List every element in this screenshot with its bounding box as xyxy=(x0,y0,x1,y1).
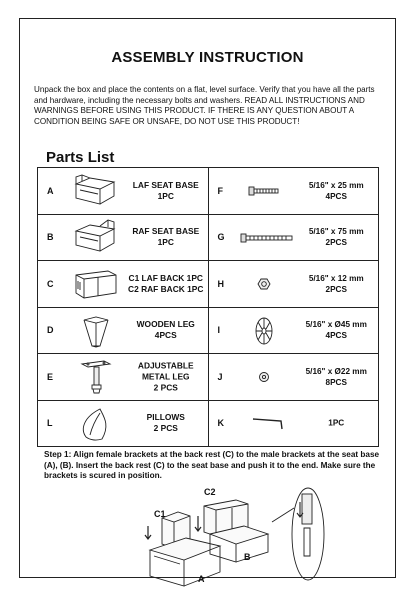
hardware-qty: 1PC xyxy=(328,418,345,428)
part-qty: 4PCS xyxy=(154,330,177,341)
hardware-qty: 2PCS xyxy=(325,238,347,248)
part-cell-e xyxy=(38,354,209,401)
part-name: PILLOWS xyxy=(146,412,185,423)
part-letter: I xyxy=(217,325,221,336)
part-name: ADJUSTABLE xyxy=(137,360,194,371)
table-row xyxy=(38,168,379,215)
hardware-qty: 2PCS xyxy=(325,284,347,294)
part-cell-j xyxy=(208,354,379,401)
hardware-qty: 4PCS xyxy=(325,331,347,341)
hardware-size: 5/16" x Ø22 mm xyxy=(305,366,367,376)
large-washer-icon xyxy=(237,314,295,348)
assembly-diagram xyxy=(132,486,372,592)
small-washer-icon xyxy=(237,360,295,394)
wooden-leg-icon xyxy=(70,312,122,350)
part-cell-k xyxy=(208,400,379,447)
part-cell-d xyxy=(38,307,209,354)
table-row xyxy=(38,400,379,447)
part-cell-f xyxy=(208,168,379,215)
part-letter: C xyxy=(47,278,54,289)
short-bolt-icon xyxy=(237,174,295,208)
part-qty: 1PC xyxy=(157,237,174,248)
table-row xyxy=(38,307,379,354)
part-cell-l xyxy=(38,400,209,447)
page-title: ASSEMBLY INSTRUCTION xyxy=(111,49,304,66)
part-cell-g xyxy=(208,214,379,261)
label-c2: C2 xyxy=(204,487,216,497)
metal-leg-icon xyxy=(70,358,122,396)
laf-seat-base-icon xyxy=(70,172,122,210)
part-letter: B xyxy=(47,232,54,243)
part-cell-c xyxy=(38,261,209,308)
hardware-size: 5/16" x 25 mm xyxy=(308,180,364,190)
part-cell-h xyxy=(208,261,379,308)
sofa-back-icon xyxy=(70,265,122,303)
part-name: RAF SEAT BASE xyxy=(132,226,200,237)
part-qty: 2 PCS xyxy=(153,382,178,393)
table-row xyxy=(38,214,379,261)
part-letter: F xyxy=(217,185,223,196)
label-c1: C1 xyxy=(154,509,166,519)
step-1-text: Step 1: Align female brackets at the back rest (C) to the male brackets at the seat base (A), (B). Insert the back rest (C) to the seat base and push it to the end. Make sure the brackets is scured in position. xyxy=(44,450,380,481)
hardware-size: 5/16" x Ø45 mm xyxy=(305,320,367,330)
part-cell-a xyxy=(38,168,209,215)
table-row xyxy=(38,354,379,401)
nut-icon xyxy=(237,267,295,301)
part-letter: D xyxy=(47,325,54,336)
part-letter: A xyxy=(47,185,54,196)
part-cell-i xyxy=(208,307,379,354)
part-name-2: METAL LEG xyxy=(141,371,190,382)
intro-paragraph: Unpack the box and place the contents on a flat, level surface. Verify that you have all the parts and hardware, including the necessary bolts and washers. READ ALL INSTRUCTIONS AND WARNINGS BEFORE USING THIS PRODUCT. IF THERE IS ANY QUESTION ABOUT A CONDITION BEING SAFE OR UNSAFE, DO NOT USE THIS PRODUCT! xyxy=(34,85,375,126)
part-letter: G xyxy=(217,232,225,243)
part-qty: 2 PCS xyxy=(153,423,178,434)
part-qty: 1PC xyxy=(157,190,174,201)
allen-key-icon xyxy=(237,407,295,441)
hardware-size: 5/16" x 75 mm xyxy=(308,227,364,237)
hardware-size: 5/16" x 12 mm xyxy=(308,273,364,283)
part-letter: K xyxy=(217,418,224,429)
part-name-2: C2 RAF BACK 1PC xyxy=(128,283,204,294)
part-letter: H xyxy=(217,278,224,289)
table-row xyxy=(38,261,379,308)
part-letter: E xyxy=(47,371,54,382)
raf-seat-base-icon xyxy=(70,219,122,257)
parts-list-heading: Parts List xyxy=(46,149,115,166)
part-name: WOODEN LEG xyxy=(136,319,195,330)
instruction-sheet xyxy=(19,18,396,584)
hardware-qty: 8PCS xyxy=(325,377,347,387)
hardware-qty: 4PCS xyxy=(325,191,347,201)
part-letter: J xyxy=(217,371,223,382)
parts-table xyxy=(37,167,379,447)
pillow-icon xyxy=(70,405,122,443)
label-b: B xyxy=(244,552,251,562)
label-a: A xyxy=(198,574,205,584)
part-name: C1 LAF BACK 1PC xyxy=(128,272,203,283)
part-name: LAF SEAT BASE xyxy=(132,179,199,190)
long-bolt-icon xyxy=(237,221,295,255)
part-cell-b xyxy=(38,214,209,261)
part-letter: L xyxy=(47,418,53,429)
